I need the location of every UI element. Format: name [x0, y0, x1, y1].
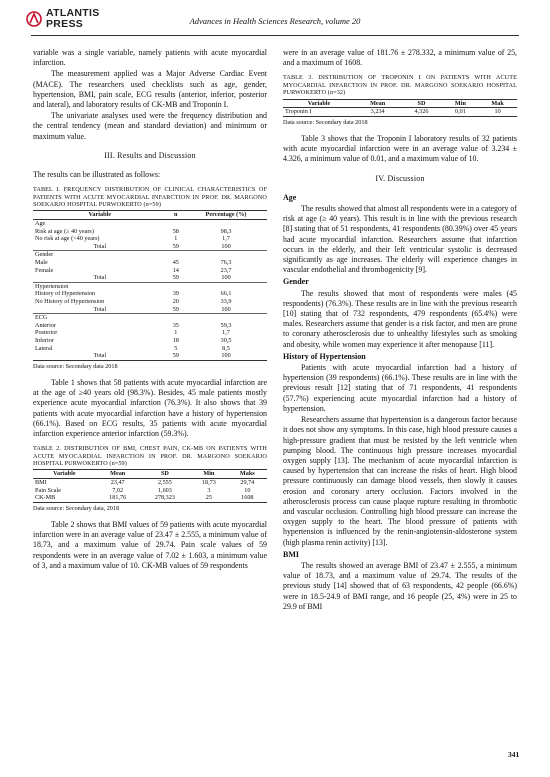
table-cell: 98,3 [220, 227, 232, 235]
logo-line-2: PRESS [46, 18, 84, 30]
table-row [33, 337, 267, 345]
column-header: Maks [228, 470, 267, 479]
left-column [33, 48, 267, 572]
right-column [283, 48, 517, 613]
table-cell: 58 [172, 227, 179, 235]
subheading-hypertension: History of Hypertension [283, 351, 366, 361]
table-cell: Male [35, 259, 48, 267]
column-header: Min [443, 99, 479, 108]
table-cell: 20 [172, 297, 179, 305]
header-divider [31, 35, 519, 36]
left-paragraph-4: The results can be illustrated as follows: [33, 170, 161, 180]
table-cell: Total [33, 352, 167, 360]
table-cell: 100 [185, 306, 267, 314]
column-header: Mean [96, 470, 140, 479]
table-cell: 66,1 [220, 290, 232, 298]
table-cell: 278,323 [140, 494, 190, 502]
table-total-row [33, 352, 267, 360]
table-cell: 1,603 [157, 486, 172, 494]
page-header [0, 0, 550, 40]
table-cell: 1 [174, 329, 178, 337]
column-header: Percentage (%) [185, 211, 267, 220]
table-cell: 181,76 [96, 494, 140, 502]
column-header: n [167, 211, 186, 220]
subheading-age: Age [283, 192, 297, 202]
table-cell: History of Hypertension [35, 290, 96, 298]
table2-header-row [33, 470, 267, 479]
table-cell: CK-MB [33, 494, 96, 502]
table1-header-row [33, 211, 267, 220]
table-cell: Total [33, 306, 167, 314]
column-header: Variable [33, 211, 167, 220]
column-header: Mak [478, 99, 517, 108]
table-cell: 59 [167, 352, 186, 360]
table-row [33, 487, 267, 495]
right-paragraph-2: Table 3 shows that the Troponin I laboratory results of 32 patients with acute myocardial infarction were in an average value of 3.234 ± 4.326, a minimum value of 0.01, and a maximum value of 10. [283, 134, 517, 164]
table-total-row [33, 306, 267, 314]
table-cell: 10 [478, 108, 517, 117]
table-cell: 33,9 [220, 297, 232, 305]
table-cell: Posterior [35, 329, 58, 337]
table-cell: Anterior [35, 321, 56, 329]
table-cell: 10 [244, 486, 251, 494]
table-cell: 1 [174, 235, 178, 243]
table-cell: Female [35, 266, 54, 274]
subheading-bmi: BMI [283, 549, 299, 559]
table-cell: 5 [174, 344, 178, 352]
table-row [33, 329, 267, 337]
left-paragraph-6: Table 2 shows that BMI values of 59 patients with acute myocardial infarction were in an average value of 23.47 ± 2.555, a minimum value of 18.73, and a maximum value of 29.74. Pain scale values of 59 respondents were in an average value of 7.02 ± 1.603, a minimum value of 3, and a maximum value of 10. CK-MB values of 59 respondents [33, 519, 267, 570]
table-cell: Inferior [35, 336, 54, 344]
table-cell: 3,234 [355, 108, 400, 117]
subheading-gender: Gender [283, 277, 309, 287]
table-cell: 8,5 [222, 344, 230, 352]
left-paragraph-3: The univariate analyses used were the frequency distribution and the central tendency (mean and standard deviation) and minimum or maximum value. [33, 111, 267, 141]
paragraph-age: The results showed that almost all respondents were in a category of risk at age (≥ 40 years). This result is in line with the previous research [8] stating that of 51 respondents, 41 respondents (80.39%) over 45 years had acute myocardial infarction. Researchers assume that infarction occurs in the elderly, and their left ventricular systolic is decreased significantly as age increases. The elderly will experience changes in vascular endothelial and thrombogenicity [9]. [283, 204, 517, 275]
table-cell: 3 [207, 486, 211, 494]
table-cell: Pain Scale [35, 486, 61, 494]
section-heading-discussion: IV. Discussion [375, 173, 425, 183]
table-cell: 18 [172, 336, 179, 344]
page-number: 341 [508, 750, 520, 759]
table-row [33, 259, 267, 267]
table-group-row [33, 251, 267, 259]
table-cell: Lateral [35, 344, 53, 352]
table-cell: 14 [172, 266, 179, 274]
group-label: Hypertension [33, 282, 267, 290]
table-cell: 100 [185, 243, 267, 251]
table-cell: 23,47 [110, 478, 125, 486]
table-cell: 59 [167, 243, 186, 251]
table-cell: 4,326 [400, 108, 442, 117]
table1 [33, 210, 267, 360]
table-cell: 0,01 [443, 108, 479, 117]
table-cell: 59,3 [220, 321, 232, 329]
table-row [283, 108, 517, 117]
table-cell: 1,7 [222, 329, 230, 337]
table3 [283, 99, 517, 117]
table1-source: Data source: Secondary data 2018 [33, 362, 118, 370]
table-cell: Troponin I [283, 108, 355, 117]
table2-source: Data source: Secondary data, 2018 [33, 504, 120, 512]
table-total-row [33, 243, 267, 251]
table-cell: 45 [172, 259, 179, 267]
table-cell: 59 [167, 306, 186, 314]
column-header: Min [190, 470, 228, 479]
table-cell: 23,7 [220, 266, 232, 274]
table-cell: 2,555 [157, 478, 172, 486]
table-cell: Total [33, 243, 167, 251]
paragraph-hypertension-2: Researchers assume that hypertension is a dangerous factor because it does not show any symptoms. In this case, high blood pressure causes a high-pressure gradient that must be resisted by the left ventricle when pumping blood. The continuous high pressure increases myocardial oxygen supply [13]. The mechanism of acute myocardial infarction is caused by hypertension that can increase the risks of heart. High blood pressure continuously can damage blood vessels, then slowly it causes erosion and coronary artery occlusion. Factors involved in the atherosclerosis process can cause plaque rupture resulting in thrombotic and vascular occlusion. Controlling high blood pressure can increase the oxygen supply to the heart. The blood pressure of patients with hypertension is influenced by the renin-angiotensin-aldosterone system (high plasma renin activity) [13]. [283, 415, 517, 547]
table-cell: 76,3 [220, 259, 232, 267]
table3-caption: TABLE 3. DISTRIBUTION OF TROPONIN I ON PATIENTS WITH ACUTE MYOCARDIAL INFARCTION IN PROF. DR. MARGONO SOEKARJO HOSPITAL PURWOKERTO (n=32) [283, 74, 517, 97]
table1-caption: TABEL I. FREQUENCY DISTRIBUTION OF CLINICAL CHARACTERISTICS OF PATIENTS WITH ACUTE MYOCARDIAL INFARCTION IN PROF. DR. MARGONO SOEKARJO HOSPITAL PURWOKERTO (n=59) [33, 186, 267, 209]
column-header: Variable [33, 470, 96, 479]
table2-caption: TABLE 2. DISTRIBUTION OF BMI, CHEST PAIN, CK-MB ON PATIENTS WITH ACUTE MYOCARDIAL INFARCTION IN PROF. DR. MARGONO SOEKARJO HOSPITAL PURWOKERTO (n=59) [33, 445, 267, 467]
table-row [33, 322, 267, 330]
group-label: Gender [33, 251, 267, 259]
table-cell: No History of Hypertension [35, 297, 105, 305]
table-cell: 1608 [228, 494, 267, 502]
paragraph-hypertension-1: Patients with acute myocardial infarction had a history of hypertension (39 respondents) (66.1%). These results are in line with the previous result [12] stating that of 71 respondents, 41 respondents (57.7%) experiencing acute myocardial infarction had a history of hypertension. [283, 363, 517, 413]
column-header: Mean [355, 99, 400, 108]
table-cell: 18,73 [201, 478, 216, 486]
table-row [33, 290, 267, 298]
table-group-row [33, 220, 267, 228]
paragraph-bmi: The results showed an average BMI of 23.47 ± 2.555, a minimum value of 18.73, and a maximum value of 29.74. The results of the previous study [14] showed that of 63 respondents, 42 people (66.6%) were in 18.5-24.9 of BMI range, and 16 people (25, 4%) were in 25 to 29.9 of BMI [283, 560, 517, 611]
table2 [33, 469, 267, 502]
column-header: Variable [283, 99, 355, 108]
table-row [33, 494, 267, 502]
column-header: SD [140, 470, 190, 479]
table-cell: 39 [172, 290, 179, 298]
table-row [33, 235, 267, 243]
table-cell: 1,7 [222, 235, 230, 243]
table-group-row [33, 314, 267, 322]
table-row [33, 228, 267, 236]
table-cell: 7,02 [112, 486, 124, 494]
table-row [33, 267, 267, 275]
table-row [33, 345, 267, 353]
table-cell: 25 [190, 494, 228, 502]
table-cell: 59 [167, 274, 186, 282]
table-row [33, 478, 267, 486]
left-paragraph-1: variable was a single variable, namely patients with acute myocardial infarction. [33, 48, 267, 68]
table3-header-row [283, 99, 517, 108]
paragraph-gender: The results showed that most of respondents were males (45 respondents) (76.3%). These results are in line with the previous research [10] stating that of 732 respondents, 479 respondents (65.4%) were males. Researchers assume that gender is a risk factor, and men are prone to coronary atherosclerosis due to unhealthy lifestyles such as smoking and obesity, while women may experience it after menopause [11]. [283, 288, 517, 349]
left-paragraph-2: The measurement applied was a Major Adverse Cardiac Event (MACE). The researchers used checklists such as age, gender, hypertension, BMI, pain scale, ECG results (anterior, inferior, posterior and lateral), and laboratory results of CK-MB and Troponin I. [33, 69, 267, 110]
logo-line-1: ATLANTIS [46, 7, 100, 19]
table-cell: BMI [35, 478, 47, 486]
table-group-row [33, 282, 267, 290]
group-label: ECG [33, 314, 267, 322]
table-total-row [33, 274, 267, 282]
right-paragraph-1: were in an average value of 181.76 ± 278.332, a minimum value of 25, and a maximum of 1608. [283, 48, 517, 68]
journal-title: Advances in Health Sciences Research, volume 20 [189, 16, 361, 26]
column-header: SD [400, 99, 442, 108]
table-cell: 30,5 [220, 336, 232, 344]
table-cell: 35 [172, 321, 179, 329]
table-cell: 100 [185, 352, 267, 360]
table-cell: Risk at age (≥ 40 years) [35, 227, 94, 235]
section-heading-results: III. Results and Discussion [104, 150, 196, 160]
group-label: Age [33, 220, 267, 228]
left-paragraph-5: Table 1 shows that 58 patients with acute myocardial infarction are at the age of ≥40 years old (98.3%). Besides, 45 male patients mostly experience acute myocardial infarction (76.3%). It also shows that 39 patients with acute myocardial infarction have a history of hypertension (66.1%). Based on ECG results, 35 patients with acute myocardial infarction experience anterior infarction (59.3%). [33, 377, 267, 438]
table-row [33, 298, 267, 306]
table-cell: Total [33, 274, 167, 282]
table-cell: 100 [185, 274, 267, 282]
table-cell: No risk at age (<40 years) [35, 235, 100, 243]
table3-source: Data source: Secondary data 2018 [283, 118, 368, 126]
table-cell: 29,74 [240, 478, 255, 486]
